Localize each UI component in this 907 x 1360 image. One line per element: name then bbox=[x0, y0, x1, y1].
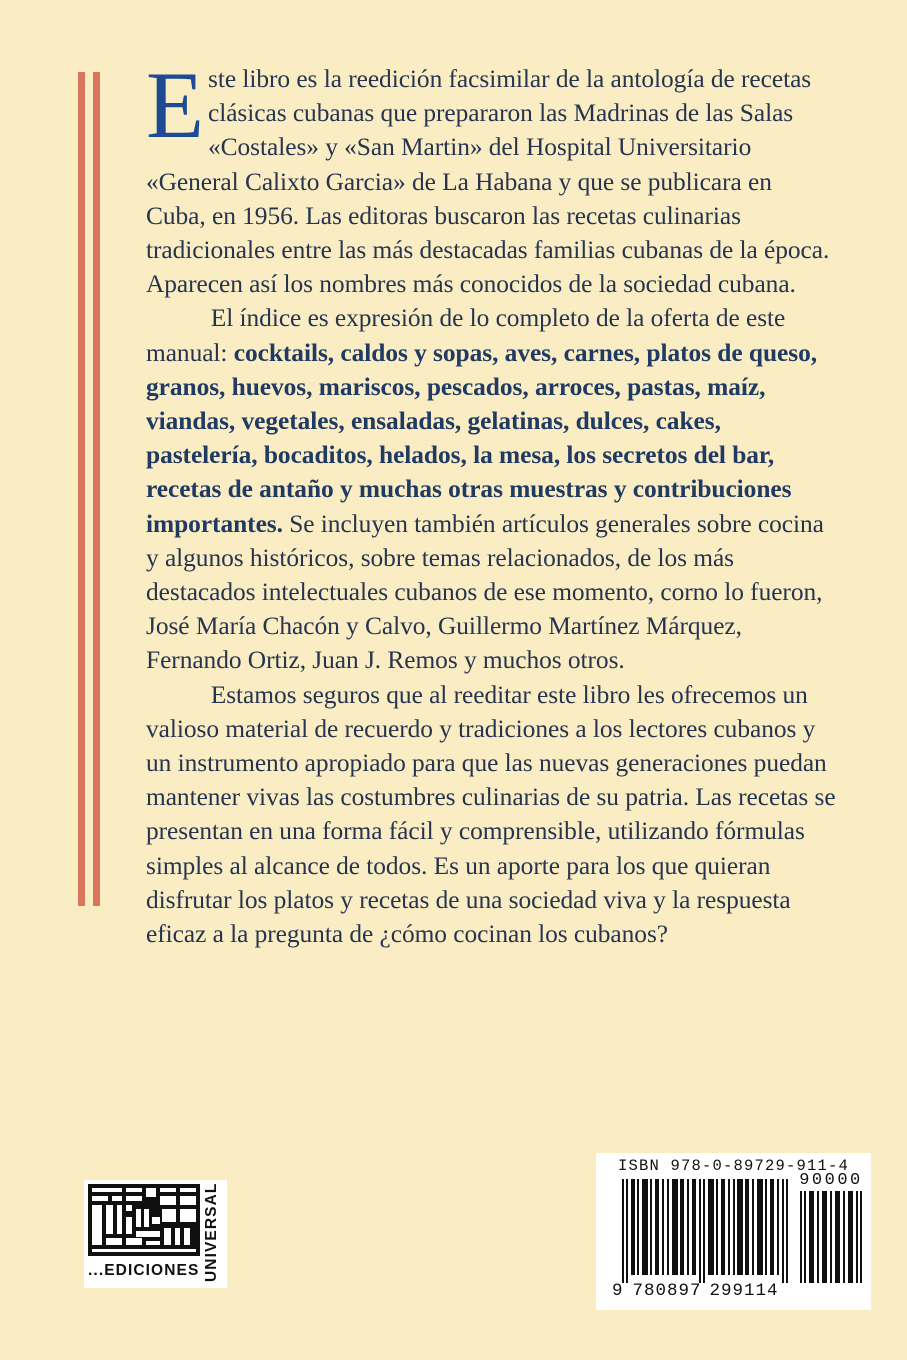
barcode-bars-addon bbox=[800, 1191, 862, 1283]
blurb-paragraph-2 bbox=[146, 301, 836, 677]
barcode-addon-digits: 90000 bbox=[799, 1171, 863, 1190]
ediciones-universal-mark-icon bbox=[88, 1184, 200, 1256]
isbn-barcode bbox=[596, 1153, 871, 1310]
barcode-ean-lead: 9 bbox=[612, 1281, 624, 1301]
decorative-rule-right bbox=[93, 72, 100, 906]
blurb-paragraph-3: Estamos seguros que al reeditar este libro les ofrecemos un valioso material de recuerdo y tradiciones a los lectores cubanos y un instrumento apropiado para que las nuevas generaciones puedan mantener vivas las costumbres culinarias de su patria. Las recetas se presentan en una forma fácil y comprensible, utilizando fórmulas simples al alcance de todos. Es un aporte para los que quieran disfrutar los platos y recetas de una sociedad viva y la respuesta eficaz a la pregunta de ¿cómo cocinan los cubanos? bbox=[146, 680, 836, 949]
drop-cap-letter: E bbox=[146, 52, 204, 158]
blurb-paragraph-2-lead: El índice es expresión de lo completo de la oferta de este manual: bbox=[146, 304, 786, 367]
publisher-logo bbox=[84, 1180, 227, 1288]
barcode-ean-group-1: 780897 bbox=[632, 1281, 702, 1301]
blurb-paragraph-1 bbox=[146, 52, 836, 301]
barcode-ean-digits bbox=[612, 1281, 802, 1301]
barcode-ean-group-2: 299114 bbox=[709, 1281, 779, 1301]
decorative-rule-group bbox=[78, 72, 104, 906]
decorative-rule-left bbox=[78, 72, 85, 906]
publisher-name-vertical: UNIVERSAL bbox=[203, 1182, 220, 1282]
back-cover-blurb bbox=[146, 52, 836, 951]
blurb-contents-listing: cocktails, caldos y sopas, aves, carnes, platos de queso, granos, huevos, mariscos, pescados, arroces, pastas, maíz, viandas, vegetales, ensaladas, gelatinas, dulces, cakes, pastelería, bocaditos, helados, la mesa, los secretos del bar, recetas de antaño y muchas otras muestras y contribuciones importantes. bbox=[146, 338, 818, 538]
blurb-paragraph-1-text: ste libro es la reedición facsimilar de la antología de recetas clásicas cubanas que prepararon las Madrinas de las Salas «Costales» y «San Martin» del Hospital Universitario «General Calixto Garcia» de La Habana y que se publicara en Cuba, en 1956. Las editoras buscaron las recetas culinarias tradicionales entre las más destacadas familias cubanas de la época. Aparecen así los nombres más conocidos de la sociedad cubana. bbox=[146, 65, 830, 299]
isbn-label: ISBN 978-0-89729-911-4 bbox=[617, 1157, 850, 1175]
barcode-bars-main bbox=[622, 1179, 789, 1283]
publisher-name-horizontal: ...EDICIONES bbox=[88, 1262, 200, 1279]
blurb-paragraph-2-tail: Se incluyen también artículos generales sobre cocina y algunos históricos, sobre temas relacionados, de los más destacados intelectuales cubanos de ese momento, corno lo fueron, José María Chacón y Calvo, Guillermo Martínez Márquez, Fernando Ortiz, Juan J. Remos y muchos otros. bbox=[146, 509, 824, 675]
